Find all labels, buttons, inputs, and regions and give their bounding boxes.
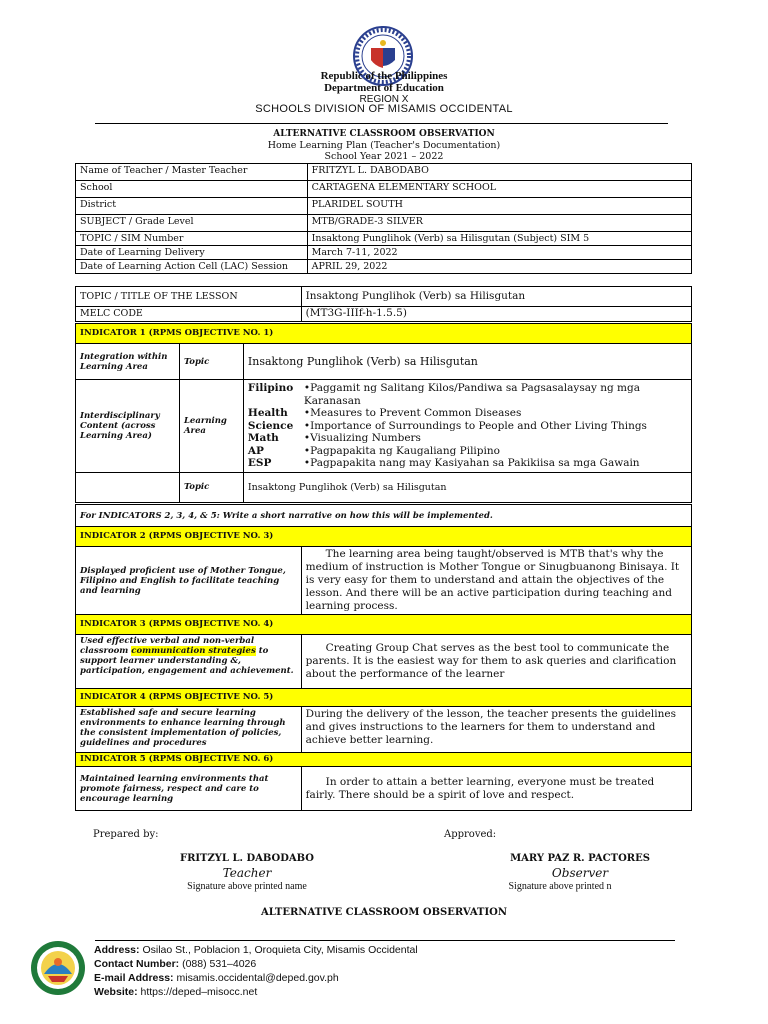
topic-title-value: Insaktong Punglihok (Verb) sa Hilisgutan xyxy=(301,287,691,307)
footer-email-label: E-mail Address: xyxy=(94,972,174,984)
footer-email xyxy=(94,972,339,986)
info-label: SUBJECT / Grade Level xyxy=(76,215,308,232)
area-row xyxy=(248,382,687,407)
integration-topic-value: Insaktong Punglihok (Verb) sa Hilisgutan xyxy=(243,344,691,380)
footer-website-label: Website: xyxy=(94,986,138,998)
footer-divider xyxy=(95,940,675,941)
indicator3-desc xyxy=(76,635,302,689)
area-row xyxy=(248,420,687,433)
area-subject: AP xyxy=(247,444,264,457)
indicator5-narrative: In order to attain a better learning, everyone must be treated fairly. There should be a spirit of love and respect. xyxy=(301,767,691,811)
header-divider xyxy=(95,123,668,124)
info-label: School xyxy=(76,181,308,198)
indicator2-narrative: The learning area being taught/observed is MTB that's why the medium of instruction is Mother Tongue or Sinugbuanong Binisaya. It is very easy for them to understand and attain the objectives of the lesson. And there will be an active participation during teaching and learning process. xyxy=(301,547,691,615)
info-label: TOPIC / SIM Number xyxy=(76,232,308,246)
school-year: School Year 2021 – 2022 xyxy=(324,151,444,162)
info-value: FRITZYL L. DABODABO xyxy=(307,164,691,181)
footer-website-value: https://deped–misocc.net xyxy=(140,986,258,998)
topic-label: Topic xyxy=(179,344,243,380)
footer-email-value: misamis.occidental@deped.gov.ph xyxy=(176,972,339,984)
integration-label: Integration within Learning Area xyxy=(76,344,180,380)
lesson-table xyxy=(75,286,692,322)
footer-contact-label: Contact Number: xyxy=(94,958,180,970)
area-content: •Measures to Prevent Common Diseases xyxy=(303,407,522,419)
observer-signature-note: Signature above printed n xyxy=(508,881,612,892)
area-content: •Importance of Surroundings to People and Other Living Things xyxy=(303,419,647,432)
indicator3-desc-part: to support learner understanding &, participation, engagement and achievement. xyxy=(80,646,294,676)
info-label: Name of Teacher / Master Teacher xyxy=(76,164,308,181)
area-subject: Health xyxy=(247,407,288,419)
info-value: Insaktong Punglihok (Verb) sa Hilisgutan (Subject) SIM 5 xyxy=(307,232,691,246)
info-value: March 7-11, 2022 xyxy=(307,246,691,260)
indicator4-header: INDICATOR 4 (RPMS OBJECTIVE NO. 5) xyxy=(76,689,692,707)
department-line: Department of Education xyxy=(324,82,444,94)
info-table xyxy=(75,163,692,274)
teacher-signature-note: Signature above printed name xyxy=(187,881,307,892)
division-seal-logo xyxy=(30,940,86,996)
empty-cell xyxy=(76,472,180,502)
indicator5-header: INDICATOR 5 (RPMS OBJECTIVE NO. 6) xyxy=(76,753,692,767)
prepared-by-label: Prepared by: xyxy=(93,829,159,840)
info-value: MTB/GRADE-3 SILVER xyxy=(307,215,691,232)
doc-title: ALTERNATIVE CLASSROOM OBSERVATION xyxy=(273,129,495,139)
division-line: SCHOOLS DIVISION OF MISAMIS OCCIDENTAL xyxy=(255,103,513,115)
footer-contact xyxy=(94,958,256,972)
area-content: •Paggamit ng Salitang Kilos/Pandiwa sa Pagsasalaysay ng mga Karanasan xyxy=(303,382,640,407)
topic2-label: Topic xyxy=(179,472,243,502)
indicator1-header: INDICATOR 1 (RPMS OBJECTIVE NO. 1) xyxy=(76,324,692,344)
learning-areas-cell xyxy=(243,380,691,473)
republic-line: Republic of the Philippines xyxy=(320,70,448,82)
info-label: District xyxy=(76,198,308,215)
area-row xyxy=(248,407,687,420)
info-value: PLARIDEL SOUTH xyxy=(307,198,691,215)
teacher-role: Teacher xyxy=(222,866,272,880)
interdisciplinary-label: Interdisciplinary Content (across Learning Area) xyxy=(76,380,180,473)
indicator2-desc: Displayed proficient use of Mother Tongue, Filipino and English to facilitate teaching and learning xyxy=(76,547,302,615)
area-content: •Visualizing Numbers xyxy=(303,432,421,444)
footer-address xyxy=(94,944,418,958)
teacher-name: FRITZYL L. DABODABO xyxy=(179,853,315,864)
footer-address-value: Osilao St., Poblacion 1, Oroquieta City, Misamis Occidental xyxy=(142,944,418,956)
melc-label: MELC CODE xyxy=(76,307,302,322)
approved-label: Approved: xyxy=(444,829,497,840)
highlighted-phrase: communication strategies xyxy=(131,646,256,656)
doc-subtitle: Home Learning Plan (Teacher's Documentation) xyxy=(267,140,501,151)
area-row xyxy=(248,445,687,458)
footer-contact-value: (088) 531–4026 xyxy=(182,958,257,970)
topic2-value: Insaktong Punglihok (Verb) sa Hilisgutan xyxy=(243,472,691,502)
info-label: Date of Learning Action Cell (LAC) Session xyxy=(76,260,308,274)
area-content: •Pagpapakita nang may Kasiyahan sa Pakikiisa sa mga Gawain xyxy=(303,457,640,469)
footer-address-label: Address: xyxy=(94,944,140,956)
observer-role: Observer xyxy=(551,866,609,880)
info-value: CARTAGENA ELEMENTARY SCHOOL xyxy=(307,181,691,198)
footer-website xyxy=(94,986,257,1000)
region-line: REGION X xyxy=(359,94,409,105)
indicator4-narrative: During the delivery of the lesson, the teacher presents the guidelines and gives instructions to the learners for them to understand and achieve better learning. xyxy=(301,707,691,753)
area-row xyxy=(248,457,687,470)
indicator5-desc: Maintained learning environments that promote fairness, respect and care to encourage learning xyxy=(76,767,302,811)
info-label: Date of Learning Delivery xyxy=(76,246,308,260)
area-subject: Math xyxy=(247,432,279,444)
bottom-title: ALTERNATIVE CLASSROOM OBSERVATION xyxy=(260,907,508,918)
indicator1-table xyxy=(75,323,692,503)
topic-title-label: TOPIC / TITLE OF THE LESSON xyxy=(76,287,302,307)
indicator4-desc: Established safe and secure learning environments to enhance learning through the consistent implementation of policies, guidelines and procedures xyxy=(76,707,302,753)
narrative-note: For INDICATORS 2, 3, 4, & 5: Write a short narrative on how this will be implemented. xyxy=(76,505,692,527)
area-row xyxy=(248,432,687,445)
indicator3-desc-part: Used effective verbal and non-verbal classroom xyxy=(80,636,255,656)
indicator2-header: INDICATOR 2 (RPMS OBJECTIVE NO. 3) xyxy=(76,527,692,547)
area-subject: Science xyxy=(247,419,294,432)
indicators-table xyxy=(75,504,692,811)
area-subject: ESP xyxy=(247,457,272,469)
learning-area-label: Learning Area xyxy=(179,380,243,473)
info-value: APRIL 29, 2022 xyxy=(307,260,691,274)
area-subject: Filipino xyxy=(247,382,294,394)
indicator3-header: INDICATOR 3 (RPMS OBJECTIVE NO. 4) xyxy=(76,615,692,635)
indicator3-narrative: Creating Group Chat serves as the best tool to communicate the parents. It is the easiest way for them to ask queries and clarification about the performance of the learner xyxy=(301,635,691,689)
observer-name: MARY PAZ R. PACTORES xyxy=(510,853,650,864)
melc-value: (MT3G-IIIf-h-1.5.5) xyxy=(301,307,691,322)
area-content: •Pagpapakita ng Kaugaliang Pilipino xyxy=(303,444,500,457)
